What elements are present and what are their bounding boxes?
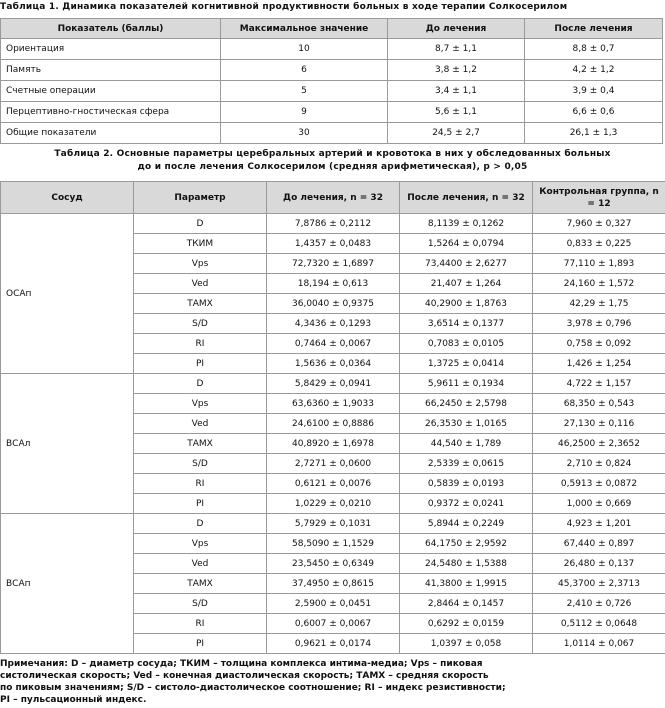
table2-parameter-cell: Ved [134, 274, 267, 294]
notes [0, 658, 660, 706]
table1-header-indicator: Показатель (баллы) [1, 19, 221, 39]
table1-header-max: Максимальное значение [221, 19, 388, 39]
table1-indicator-cell: Общие показатели [1, 123, 221, 144]
table2-parameter-cell: D [134, 374, 267, 394]
table2-header-after: После лечения, n = 32 [400, 182, 533, 214]
table2-value-cell: 5,8944 ± 0,2249 [400, 514, 533, 534]
table2-row [1, 514, 665, 534]
table1-indicator-cell: Память [1, 60, 221, 81]
table1-header-before: До лечения [388, 19, 525, 39]
table2-value-cell: 2,8464 ± 0,1457 [400, 594, 533, 614]
table1-value-cell: 3,8 ± 1,2 [388, 60, 525, 81]
table1-row [1, 123, 663, 144]
table2-value-cell: 68,350 ± 0,543 [533, 394, 665, 414]
table2-value-cell: 1,4357 ± 0,0483 [267, 234, 400, 254]
table1-header-after: После лечения [525, 19, 663, 39]
table1-value-cell: 6,6 ± 0,6 [525, 102, 663, 123]
table2-parameter-cell: S/D [134, 594, 267, 614]
table2-caption-line2: до и после лечения Солкосерилом (средняя арифметическая), p > 0,05 [137, 162, 528, 172]
table2-value-cell: 24,160 ± 1,572 [533, 274, 665, 294]
table1-value-cell: 8,8 ± 0,7 [525, 39, 663, 60]
notes-line-4: PI – пульсационный индекс. [0, 695, 147, 705]
table2-value-cell: 0,6121 ± 0,0076 [267, 474, 400, 494]
table2-parameter-cell: ТАМХ [134, 434, 267, 454]
table2-parameter-cell: S/D [134, 314, 267, 334]
table2 [0, 181, 665, 654]
table2-parameter-cell: S/D [134, 454, 267, 474]
table2-value-cell: 3,6514 ± 0,1377 [400, 314, 533, 334]
table2-parameter-cell: ТАМХ [134, 294, 267, 314]
table1-indicator-cell: Ориентация [1, 39, 221, 60]
table2-value-cell: 0,6292 ± 0,0159 [400, 614, 533, 634]
table2-parameter-cell: RI [134, 334, 267, 354]
table2-value-cell: 1,5636 ± 0,0364 [267, 354, 400, 374]
table2-parameter-cell: Vps [134, 534, 267, 554]
table2-value-cell: 0,758 ± 0,092 [533, 334, 665, 354]
notes-line-3: по пиковым значениям; S/D – систоло-диастолическое соотношение; RI – индекс резистивности; [0, 683, 506, 693]
table2-header-before: До лечения, n = 32 [267, 182, 400, 214]
table2-value-cell: 4,722 ± 1,157 [533, 374, 665, 394]
table2-value-cell: 24,6100 ± 0,8886 [267, 414, 400, 434]
table2-value-cell: 77,110 ± 1,893 [533, 254, 665, 274]
table2-value-cell: 37,4950 ± 0,8615 [267, 574, 400, 594]
table2-row [1, 214, 665, 234]
table2-value-cell: 72,7320 ± 1,6897 [267, 254, 400, 274]
table1-value-cell: 10 [221, 39, 388, 60]
table2-value-cell: 2,7271 ± 0,0600 [267, 454, 400, 474]
notes-line-2: систолическая скорость; Ved – конечная диастолическая скорость; ТАМХ – средняя скорость [0, 671, 489, 681]
table2-value-cell: 40,2900 ± 1,8763 [400, 294, 533, 314]
table1-value-cell: 26,1 ± 1,3 [525, 123, 663, 144]
table2-value-cell: 36,0040 ± 0,9375 [267, 294, 400, 314]
table2-value-cell: 42,29 ± 1,75 [533, 294, 665, 314]
table2-header-control: Контрольная группа, n = 12 [533, 182, 665, 214]
table1-row [1, 102, 663, 123]
table2-value-cell: 0,7083 ± 0,0105 [400, 334, 533, 354]
table2-header-row [1, 182, 665, 214]
table1 [0, 18, 663, 144]
table2-value-cell: 1,5264 ± 0,0794 [400, 234, 533, 254]
table1-value-cell: 5,6 ± 1,1 [388, 102, 525, 123]
table2-value-cell: 0,7464 ± 0,0067 [267, 334, 400, 354]
table1-value-cell: 6 [221, 60, 388, 81]
table1-value-cell: 3,4 ± 1,1 [388, 81, 525, 102]
table2-value-cell: 1,426 ± 1,254 [533, 354, 665, 374]
table2-value-cell: 44,540 ± 1,789 [400, 434, 533, 454]
table2-value-cell: 63,6360 ± 1,9033 [267, 394, 400, 414]
table2-value-cell: 0,5112 ± 0,0648 [533, 614, 665, 634]
table2-value-cell: 0,5839 ± 0,0193 [400, 474, 533, 494]
table2-value-cell: 45,3700 ± 2,3713 [533, 574, 665, 594]
table2-value-cell: 1,0229 ± 0,0210 [267, 494, 400, 514]
table1-value-cell: 9 [221, 102, 388, 123]
table2-parameter-cell: D [134, 514, 267, 534]
table2-vessel-cell: ВСАл [1, 374, 134, 514]
table2-value-cell: 1,000 ± 0,669 [533, 494, 665, 514]
table2-value-cell: 1,3725 ± 0,0414 [400, 354, 533, 374]
table1-value-cell: 24,5 ± 2,7 [388, 123, 525, 144]
notes-line-1: Примечания: D – диаметр сосуда; ТКИМ – толщина комплекса интима-медиа; Vps – пиковая [0, 659, 483, 669]
table2-parameter-cell: PI [134, 494, 267, 514]
table2-value-cell: 46,2500 ± 2,3652 [533, 434, 665, 454]
table2-value-cell: 7,8786 ± 0,2112 [267, 214, 400, 234]
table2-value-cell: 26,3530 ± 1,0165 [400, 414, 533, 434]
table2-parameter-cell: RI [134, 474, 267, 494]
table2-value-cell: 0,9372 ± 0,0241 [400, 494, 533, 514]
table2-value-cell: 73,4400 ± 2,6277 [400, 254, 533, 274]
table2-value-cell: 8,1139 ± 0,1262 [400, 214, 533, 234]
table2-value-cell: 58,5090 ± 1,1529 [267, 534, 400, 554]
table2-parameter-cell: D [134, 214, 267, 234]
table2-value-cell: 2,710 ± 0,824 [533, 454, 665, 474]
table1-value-cell: 5 [221, 81, 388, 102]
table1-row [1, 60, 663, 81]
table2-parameter-cell: PI [134, 634, 267, 654]
table2-parameter-cell: Vps [134, 394, 267, 414]
table1-row [1, 39, 663, 60]
table2-value-cell: 21,407 ± 1,264 [400, 274, 533, 294]
table2-value-cell: 4,3436 ± 0,1293 [267, 314, 400, 334]
table2-vessel-cell: ВСАп [1, 514, 134, 654]
table2-vessel-cell: ОСАп [1, 214, 134, 374]
table2-parameter-cell: RI [134, 614, 267, 634]
table2-row [1, 374, 665, 394]
table2-value-cell: 18,194 ± 0,613 [267, 274, 400, 294]
table1-value-cell: 4,2 ± 1,2 [525, 60, 663, 81]
table1-header-row [1, 19, 663, 39]
table2-parameter-cell: Ved [134, 554, 267, 574]
table2-value-cell: 2,5339 ± 0,0615 [400, 454, 533, 474]
table2-value-cell: 41,3800 ± 1,9915 [400, 574, 533, 594]
table2-value-cell: 5,9611 ± 0,1934 [400, 374, 533, 394]
table2-caption [0, 148, 665, 174]
table2-parameter-cell: Vps [134, 254, 267, 274]
table2-parameter-cell: ТКИМ [134, 234, 267, 254]
table2-value-cell: 2,5900 ± 0,0451 [267, 594, 400, 614]
table2-body [1, 214, 665, 654]
table2-parameter-cell: Ved [134, 414, 267, 434]
table1-value-cell: 3,9 ± 0,4 [525, 81, 663, 102]
table2-header-parameter: Параметр [134, 182, 267, 214]
table1-row [1, 81, 663, 102]
table2-value-cell: 3,978 ± 0,796 [533, 314, 665, 334]
table1-body [1, 39, 663, 144]
table1-indicator-cell: Перцептивно-гностическая сфера [1, 102, 221, 123]
table2-value-cell: 0,833 ± 0,225 [533, 234, 665, 254]
table2-value-cell: 67,440 ± 0,897 [533, 534, 665, 554]
table2-value-cell: 4,923 ± 1,201 [533, 514, 665, 534]
table2-value-cell: 1,0114 ± 0,067 [533, 634, 665, 654]
table1-indicator-cell: Счетные операции [1, 81, 221, 102]
table2-value-cell: 27,130 ± 0,116 [533, 414, 665, 434]
table2-caption-line1: Таблица 2. Основные параметры церебральных артерий и кровотока в них у обследованных больных [54, 149, 611, 159]
table2-value-cell: 0,6007 ± 0,0067 [267, 614, 400, 634]
table2-parameter-cell: PI [134, 354, 267, 374]
table1-caption: Таблица 1. Динамика показателей когнитивной продуктивности больных в ходе терапии Солкосерилом [0, 2, 568, 12]
table2-value-cell: 0,9621 ± 0,0174 [267, 634, 400, 654]
table2-value-cell: 66,2450 ± 2,5798 [400, 394, 533, 414]
table2-value-cell: 26,480 ± 0,137 [533, 554, 665, 574]
table2-value-cell: 0,5913 ± 0,0872 [533, 474, 665, 494]
table2-value-cell: 1,0397 ± 0,058 [400, 634, 533, 654]
table2-value-cell: 2,410 ± 0,726 [533, 594, 665, 614]
table2-value-cell: 5,8429 ± 0,0941 [267, 374, 400, 394]
table2-value-cell: 64,1750 ± 2,9592 [400, 534, 533, 554]
table2-value-cell: 40,8920 ± 1,6978 [267, 434, 400, 454]
table2-value-cell: 7,960 ± 0,327 [533, 214, 665, 234]
table2-value-cell: 5,7929 ± 0,1031 [267, 514, 400, 534]
table2-header-vessel: Сосуд [1, 182, 134, 214]
table2-value-cell: 23,5450 ± 0,6349 [267, 554, 400, 574]
table1-value-cell: 30 [221, 123, 388, 144]
table2-parameter-cell: ТАМХ [134, 574, 267, 594]
table2-value-cell: 24,5480 ± 1,5388 [400, 554, 533, 574]
table1-value-cell: 8,7 ± 1,1 [388, 39, 525, 60]
